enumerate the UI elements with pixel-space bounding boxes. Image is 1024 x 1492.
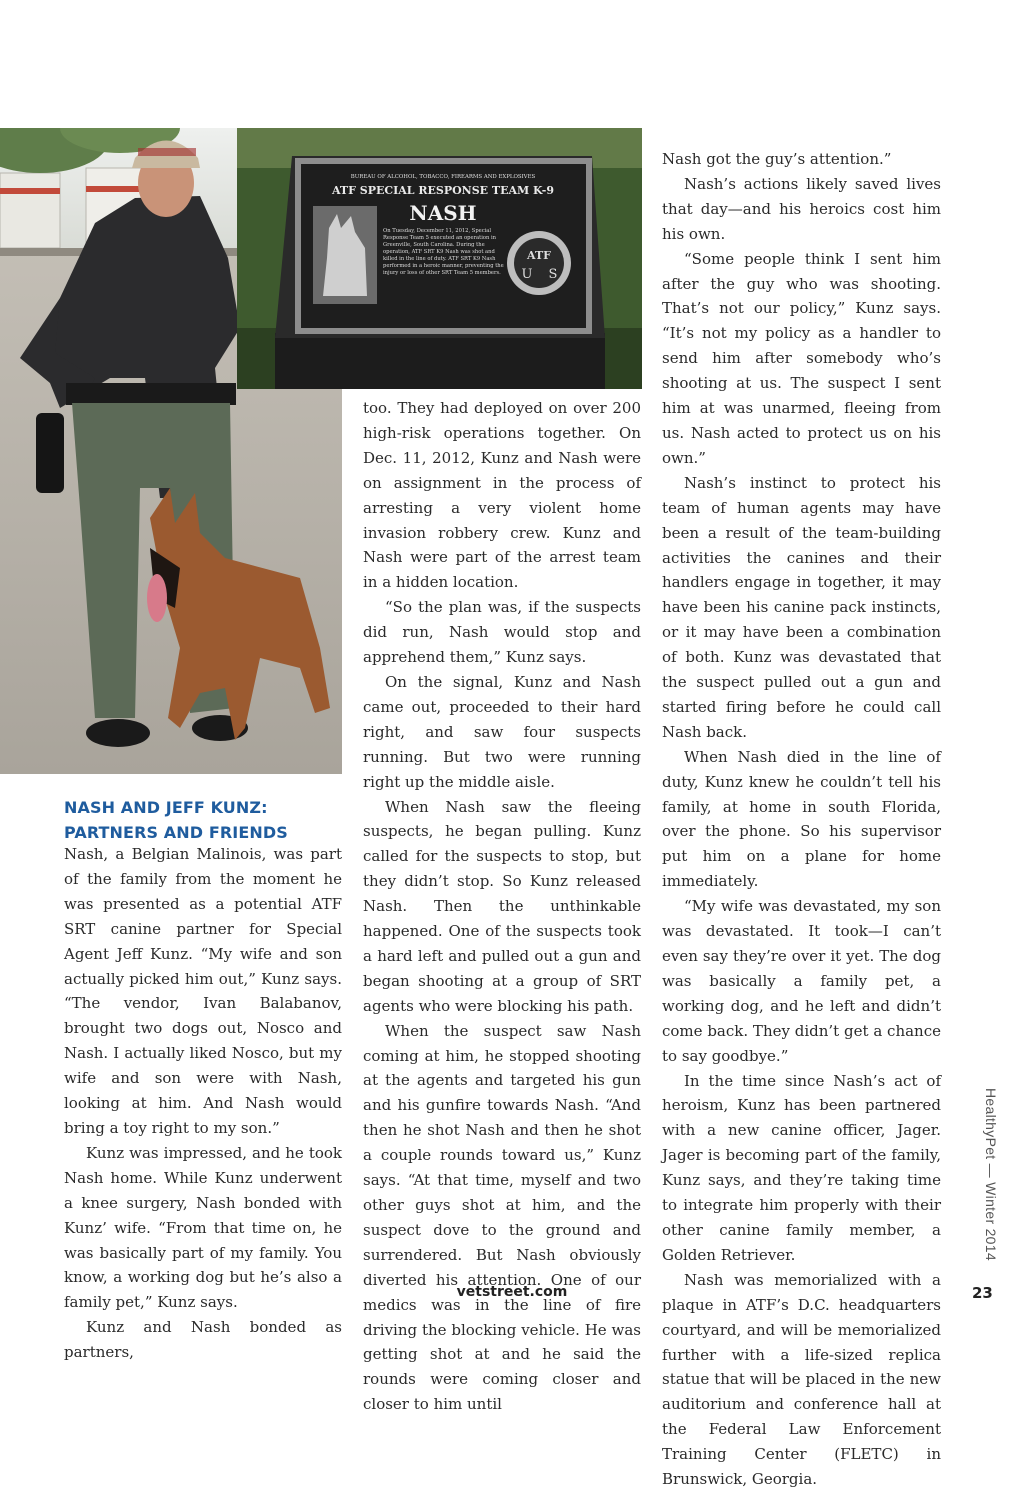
paragraph: Kunz and Nash bonded as partners,: [64, 1318, 342, 1362]
paragraph: When Nash died in the line of duty, Kunz knew he couldn’t tell his family, at home in south Florida, over the phone. So his supervisor put him on a plane for home immediately.: [662, 747, 941, 891]
plaque-badge-u: U: [521, 267, 533, 282]
paragraph: “Some people think I sent him after the guy who was shooting. That’s not our policy,” Kunz says. “It’s not my policy as a handler to send him after somebody who’s shooting at us. The suspect I sent him at was unarmed, fleeing from us. Nash acted to protect us on his own.”: [662, 249, 941, 467]
paragraph: Nash was memorialized with a plaque in ATF’s D.C. headquarters courtyard, and will be memorialized further with a life-sized replica statue that will be placed in the new auditorium and conference hall at the Federal Law Enforcement Training Center (FLETC) in Brunswick, Georgia.: [662, 1270, 941, 1489]
page-number: 23: [972, 1284, 993, 1302]
paragraph: Nash, a Belgian Malinois, was part of the family from the moment he was presented as a potential ATF SRT canine partner for Special Agent Jeff Kunz. “My wife and son actually picked him out,” Kunz says. “The vendor, Ivan Balabanov, brought two dogs out, Nosco and Nash. I actually liked Nosco, but my wife and son were with Nash, looking at him. And Nash would bring a toy right to my son.”: [64, 845, 342, 1137]
plaque-unit: ATF SPECIAL RESPONSE TEAM K-9: [332, 184, 554, 197]
paragraph: When Nash saw the fleeing suspects, he began pulling. Kunz called for the suspects to stop, but they didn’t stop. So Kunz released Nash. Then the unthinkable happened. One of the suspects took a hard left and pulled out a gun and began shooting at a group of SRT agents who were blocking his path.: [363, 797, 641, 1015]
running-head: HealthyPet — Winter 2014: [983, 1088, 999, 1261]
paragraph: Nash’s actions likely saved lives that day—and his heroics cost him his own.: [662, 174, 941, 243]
section-heading: NASH AND JEFF KUNZ: PARTNERS AND FRIENDS: [64, 798, 288, 842]
plaque-inscription: On Tuesday, December 11, 2012, Special Response Team 5 executed an operation in Greenville, South Carolina. During the operation, ATF SRT K9 Nash was shot and killed in the line of duty. ATF SRT K9 Nash performed in a heroic manner, preventing the injury or loss of other SRT Team 5 members.: [383, 228, 504, 276]
paragraph: too. They had deployed on over 200 high-risk operations together. On Dec. 11, 2012, Kunz and Nash were on assignment in the process of arresting a very violent home invasion robbery crew. Kunz and Nash were part of the arrest team in a hidden location.: [363, 399, 641, 592]
article-column-2: [363, 396, 641, 1417]
footer-site-link[interactable]: vetstreet.com: [456, 1284, 568, 1300]
plaque-agency: BUREAU OF ALCOHOL, TOBACCO, FIREARMS AND EXPLOSIVES: [350, 174, 536, 180]
paragraph: Nash got the guy’s attention.”: [662, 150, 892, 168]
paragraph: Kunz was impressed, and he took Nash home. While Kunz underwent a knee surgery, Nash bonded with Kunz’ wife. “From that time on, he was basically part of my family. You know, a working dog but he’s also a family pet,” Kunz says.: [64, 1143, 342, 1312]
paragraph: When the suspect saw Nash coming at him, he stopped shooting at the agents and targeted his gun and his gunfire towards Nash. “And then he shot Nash and then he shot a couple rounds toward us,” Kunz says. “At that time, myself and two other guys shot at him, and the suspect dove to the ground and surrendered. But Nash obviously diverted his attention. One of our medics was in the line of fire driving the blocking vehicle. He was getting shot at and he said the rounds were coming closer and closer to him until: [363, 1021, 641, 1414]
memorial-plaque-photo: [237, 128, 642, 389]
paragraph: “So the plan was, if the suspects did run, Nash would stop and apprehend them,” Kunz says.: [363, 598, 641, 667]
paragraph: In the time since Nash’s act of heroism, Kunz has been partnered with a new canine officer, Jager. Jager is becoming part of the family, Kunz says, and they’re taking time to integrate him properly with their other canine family member, a Golden Retriever.: [662, 1071, 941, 1264]
paragraph: Nash’s instinct to protect his team of human agents may have been a result of the team-building activities the canines and their handlers engage in together, it may have been his canine pack instincts, or it may have been a combination of both. Kunz was devastated that the suspect pulled out a gun and started firing before he could call Nash back.: [662, 473, 941, 741]
plaque-badge-letters: ATF: [527, 249, 551, 262]
plaque-name: NASH: [409, 201, 477, 225]
plaque-badge-s: S: [548, 267, 558, 282]
paragraph: On the signal, Kunz and Nash came out, proceeded to their hard right, and saw four suspects running. But two were running right up the middle aisle.: [363, 672, 641, 791]
paragraph: “My wife was devastated, my son was devastated. It took—I can’t even say they’re over it yet. The dog was basically a family pet, a working dog, and he left and didn’t come back. They didn’t get a chance to say goodbye.”: [662, 897, 941, 1065]
